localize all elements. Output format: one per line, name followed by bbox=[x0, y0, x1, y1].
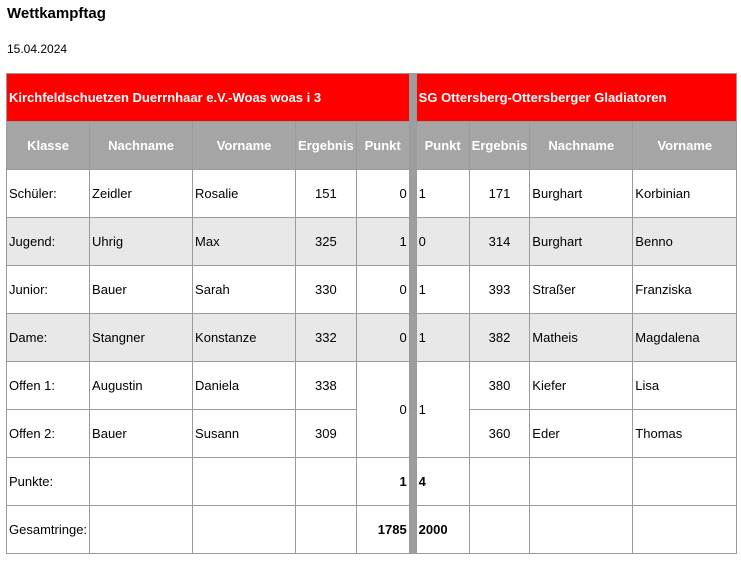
klasse-cell: Junior: bbox=[7, 266, 90, 314]
punkt-right-cell: 1 bbox=[416, 170, 469, 218]
punkt-left-offen-cell: 0 bbox=[356, 362, 409, 458]
klasse-cell: Dame: bbox=[7, 314, 90, 362]
klasse-cell: Offen 1: bbox=[7, 362, 90, 410]
punkt-right-cell: 1 bbox=[416, 266, 469, 314]
column-separator bbox=[409, 506, 416, 554]
nachname-right-cell: Kiefer bbox=[530, 362, 633, 410]
header-nachname-left: Nachname bbox=[90, 122, 193, 170]
column-header-row bbox=[7, 122, 737, 170]
ergebnis-right-cell: 314 bbox=[469, 218, 530, 266]
nachname-left-cell: Bauer bbox=[90, 266, 193, 314]
header-vorname-left: Vorname bbox=[193, 122, 296, 170]
empty-cell bbox=[530, 506, 633, 554]
empty-cell bbox=[296, 458, 357, 506]
punkt-right-offen-cell: 1 bbox=[416, 362, 469, 458]
nachname-right-cell: Eder bbox=[530, 410, 633, 458]
ergebnis-left-cell: 330 bbox=[296, 266, 357, 314]
empty-cell bbox=[530, 458, 633, 506]
punkt-left-cell: 0 bbox=[356, 170, 409, 218]
ergebnis-right-cell: 393 bbox=[469, 266, 530, 314]
column-separator bbox=[409, 74, 416, 122]
nachname-left-cell: Zeidler bbox=[90, 170, 193, 218]
column-separator bbox=[409, 314, 416, 362]
table-row bbox=[7, 314, 737, 362]
column-separator bbox=[409, 266, 416, 314]
vorname-left-cell: Daniela bbox=[193, 362, 296, 410]
punkt-right-cell: 1 bbox=[416, 314, 469, 362]
nachname-left-cell: Bauer bbox=[90, 410, 193, 458]
ergebnis-left-cell: 325 bbox=[296, 218, 357, 266]
team-left-name: Kirchfeldschuetzen Duerrnhaar e.V.-Woas woas i 3 bbox=[7, 74, 410, 122]
vorname-right-cell: Thomas bbox=[633, 410, 737, 458]
ergebnis-right-cell: 171 bbox=[469, 170, 530, 218]
header-punkt-left: Punkt bbox=[356, 122, 409, 170]
vorname-left-cell: Sarah bbox=[193, 266, 296, 314]
table-row bbox=[7, 170, 737, 218]
ergebnis-right-cell: 360 bbox=[469, 410, 530, 458]
vorname-left-cell: Susann bbox=[193, 410, 296, 458]
ergebnis-left-cell: 151 bbox=[296, 170, 357, 218]
team-header-row bbox=[7, 74, 737, 122]
ergebnis-left-cell: 332 bbox=[296, 314, 357, 362]
header-vorname-right: Vorname bbox=[633, 122, 737, 170]
ergebnis-right-cell: 382 bbox=[469, 314, 530, 362]
ergebnis-left-cell: 338 bbox=[296, 362, 357, 410]
column-separator bbox=[409, 410, 416, 458]
results-table bbox=[6, 73, 737, 554]
vorname-left-cell: Rosalie bbox=[193, 170, 296, 218]
table-row bbox=[7, 266, 737, 314]
nachname-left-cell: Uhrig bbox=[90, 218, 193, 266]
ergebnis-left-cell: 309 bbox=[296, 410, 357, 458]
empty-cell bbox=[90, 458, 193, 506]
klasse-cell: Jugend: bbox=[7, 218, 90, 266]
empty-cell bbox=[469, 506, 530, 554]
points-total-row bbox=[7, 458, 737, 506]
empty-cell bbox=[90, 506, 193, 554]
vorname-right-cell: Magdalena bbox=[633, 314, 737, 362]
empty-cell bbox=[633, 458, 737, 506]
page-title: Wettkampftag bbox=[7, 5, 106, 22]
header-punkt-right: Punkt bbox=[416, 122, 469, 170]
vorname-right-cell: Franziska bbox=[633, 266, 737, 314]
table-row bbox=[7, 218, 737, 266]
nachname-left-cell: Augustin bbox=[90, 362, 193, 410]
punkt-left-cell: 0 bbox=[356, 266, 409, 314]
team-right-name: SG Ottersberg-Ottersberger Gladiatoren bbox=[416, 74, 737, 122]
vorname-right-cell: Korbinian bbox=[633, 170, 737, 218]
empty-cell bbox=[469, 458, 530, 506]
nachname-right-cell: Burghart bbox=[530, 218, 633, 266]
nachname-left-cell: Stangner bbox=[90, 314, 193, 362]
punkte-label: Punkte: bbox=[7, 458, 90, 506]
empty-cell bbox=[296, 506, 357, 554]
punkte-right-total: 4 bbox=[416, 458, 469, 506]
header-ergebnis-right: Ergebnis bbox=[469, 122, 530, 170]
klasse-cell: Offen 2: bbox=[7, 410, 90, 458]
vorname-left-cell: Konstanze bbox=[193, 314, 296, 362]
punkt-left-cell: 1 bbox=[356, 218, 409, 266]
rings-total-row bbox=[7, 506, 737, 554]
ringe-right-total: 2000 bbox=[416, 506, 469, 554]
header-klasse: Klasse bbox=[7, 122, 90, 170]
column-separator bbox=[409, 170, 416, 218]
empty-cell bbox=[193, 506, 296, 554]
header-ergebnis-left: Ergebnis bbox=[296, 122, 357, 170]
vorname-left-cell: Max bbox=[193, 218, 296, 266]
table-row bbox=[7, 362, 737, 410]
punkte-left-total: 1 bbox=[356, 458, 409, 506]
column-separator bbox=[409, 362, 416, 410]
punkt-right-cell: 0 bbox=[416, 218, 469, 266]
vorname-right-cell: Benno bbox=[633, 218, 737, 266]
header-nachname-right: Nachname bbox=[530, 122, 633, 170]
column-separator bbox=[409, 458, 416, 506]
nachname-right-cell: Burghart bbox=[530, 170, 633, 218]
ergebnis-right-cell: 380 bbox=[469, 362, 530, 410]
gesamtringe-label: Gesamtringe: bbox=[7, 506, 90, 554]
klasse-cell: Schüler: bbox=[7, 170, 90, 218]
ringe-left-total: 1785 bbox=[356, 506, 409, 554]
punkt-left-cell: 0 bbox=[356, 314, 409, 362]
competition-date: 15.04.2024 bbox=[7, 42, 68, 56]
column-separator bbox=[409, 122, 416, 170]
nachname-right-cell: Straßer bbox=[530, 266, 633, 314]
vorname-right-cell: Lisa bbox=[633, 362, 737, 410]
empty-cell bbox=[633, 506, 737, 554]
nachname-right-cell: Matheis bbox=[530, 314, 633, 362]
empty-cell bbox=[193, 458, 296, 506]
column-separator bbox=[409, 218, 416, 266]
